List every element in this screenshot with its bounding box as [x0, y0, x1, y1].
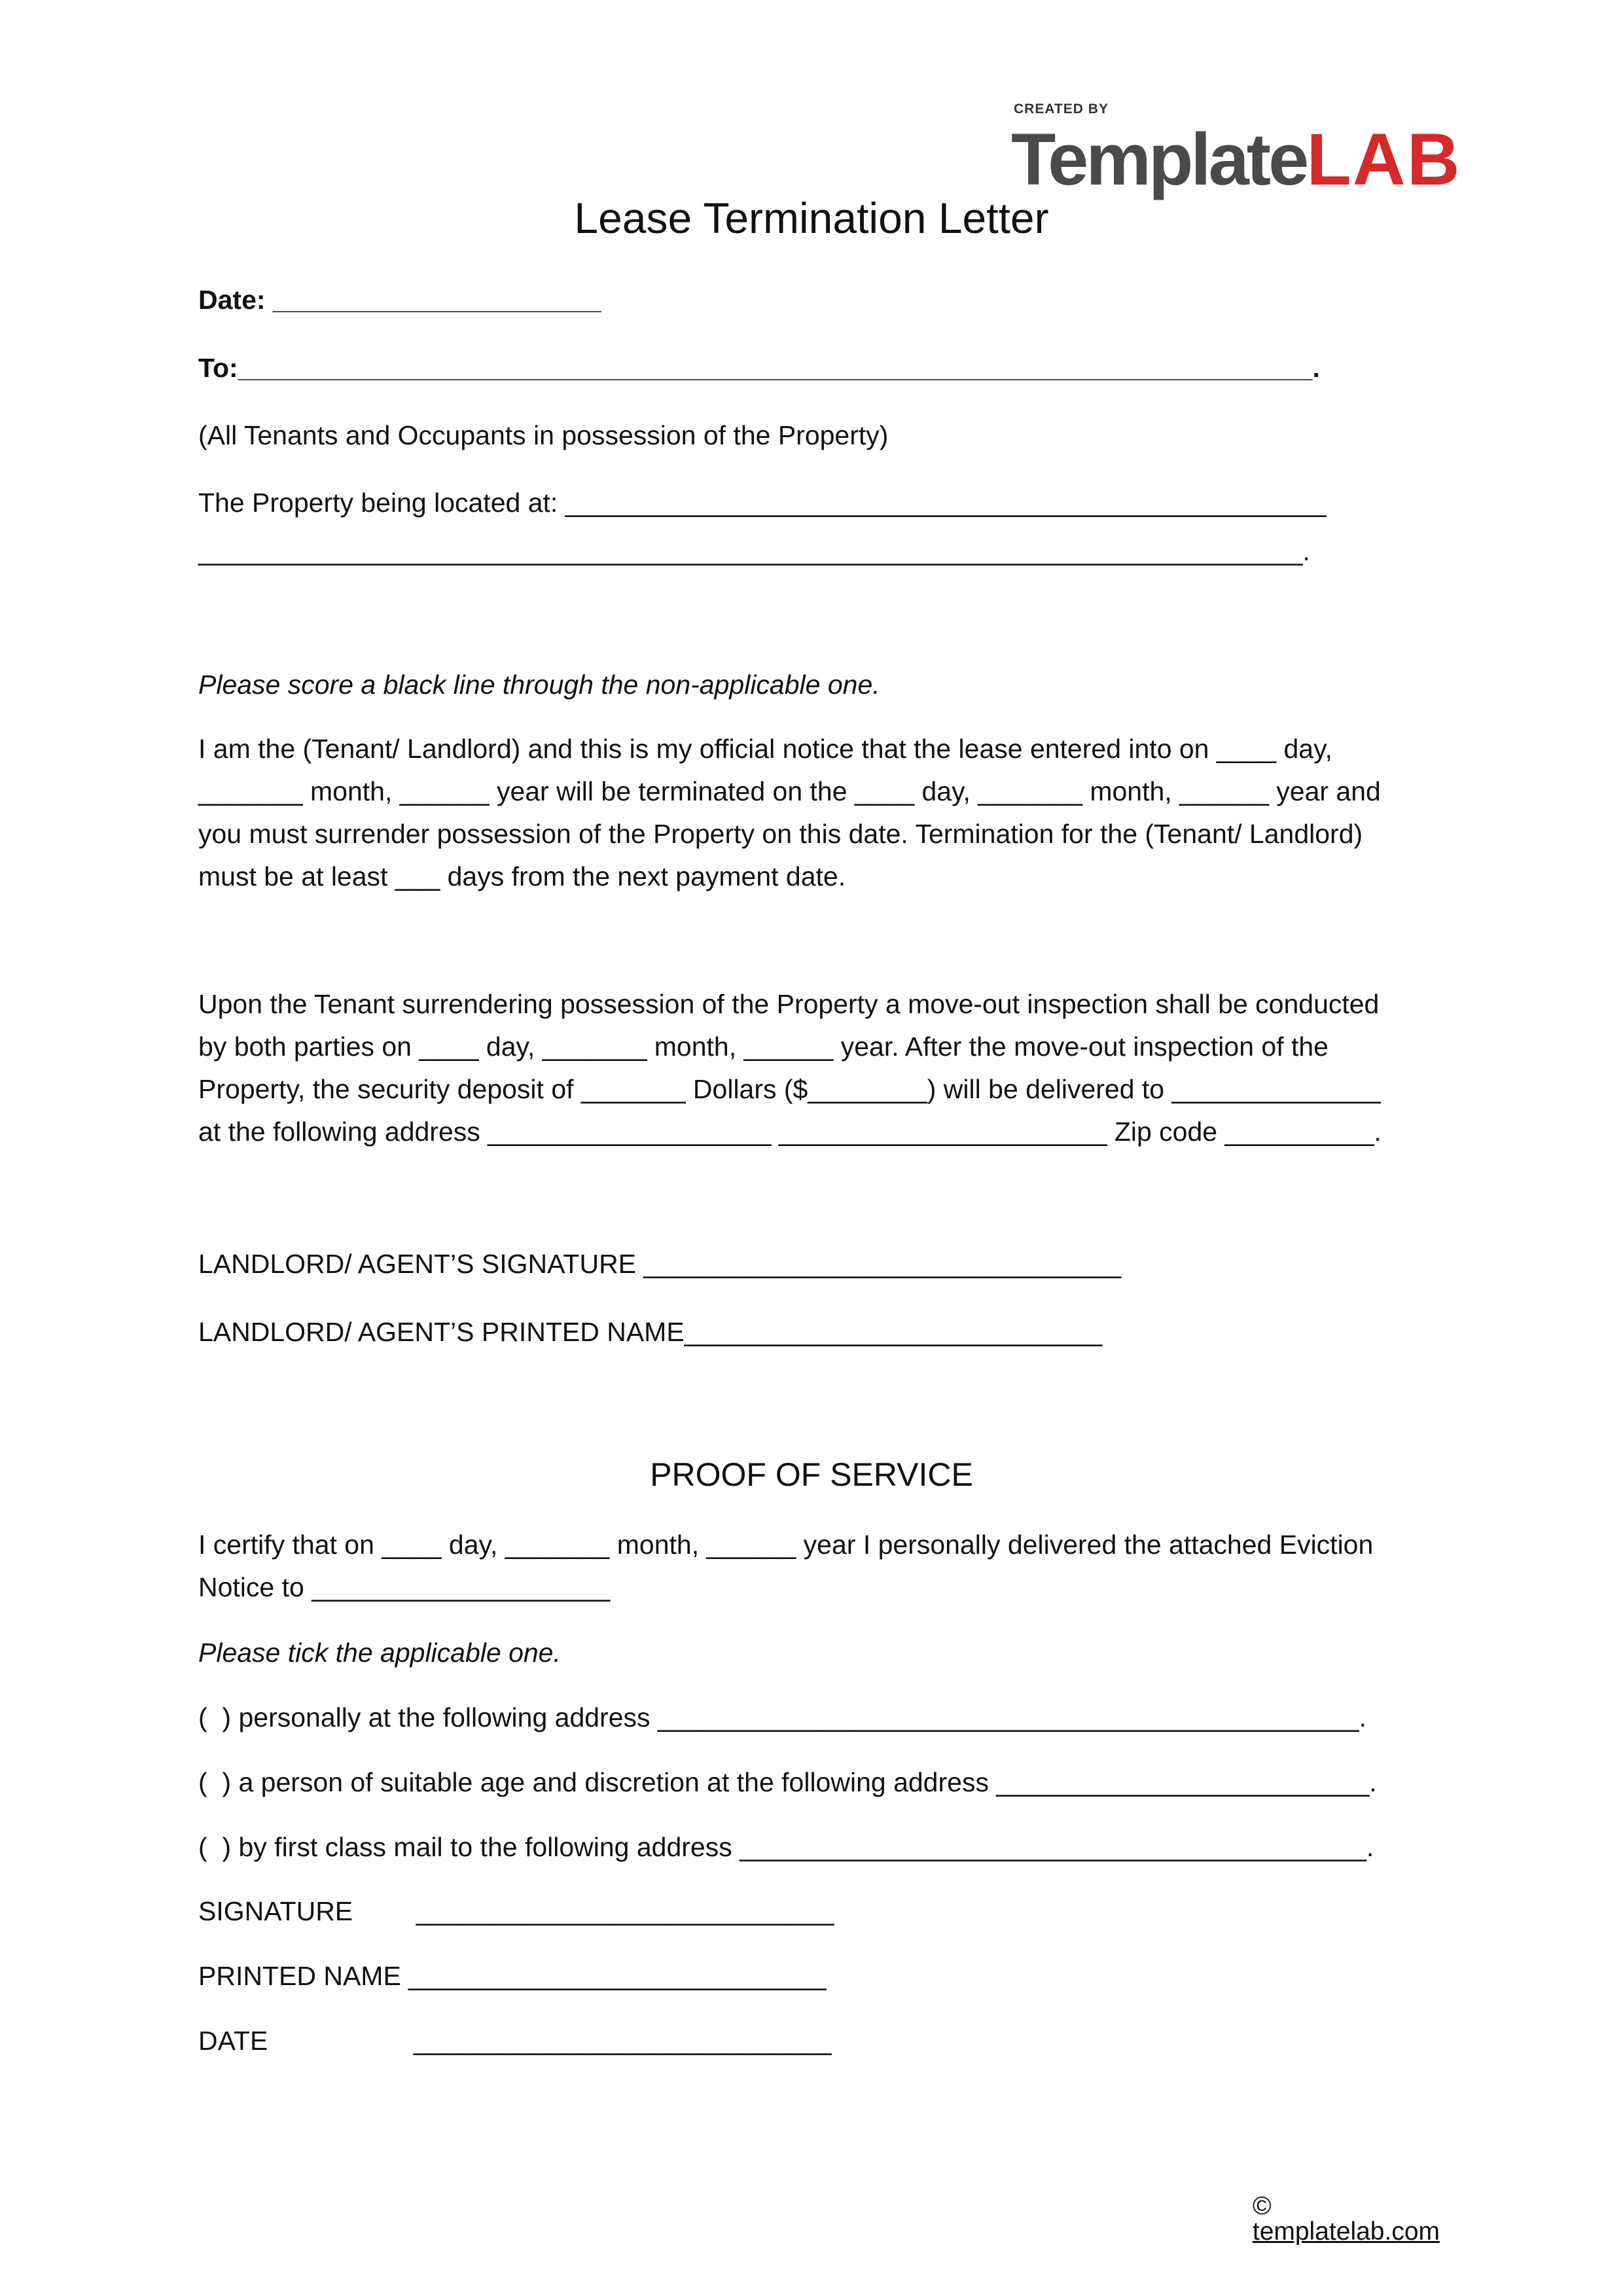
- to-line: To:________________________________________________________________________.: [198, 353, 1320, 383]
- notice-line: you must surrender possession of the Property on this date. Termination for the (Tenant/ Landlord): [198, 819, 1363, 849]
- score-instruction: Please score a black line through the non-applicable one.: [198, 670, 880, 700]
- tenants-note: (All Tenants and Occupants in possession of the Property): [198, 420, 889, 450]
- inspection-line: Upon the Tenant surrendering possession of the Property a move-out inspection shall be conducted: [198, 989, 1380, 1019]
- notice-line: must be at least ___ days from the next payment date.: [198, 861, 846, 891]
- notice-line: I am the (Tenant/ Landlord) and this is my official notice that the lease entered into on ____ day,: [198, 734, 1332, 764]
- date-line: Date: ______________________: [198, 285, 601, 315]
- templatelab-link[interactable]: templatelab.com: [1252, 2217, 1440, 2246]
- date-line-bottom: ____________________________: [414, 2026, 832, 2056]
- logo-template-text: Template: [1011, 118, 1307, 200]
- logo-wordmark: [1011, 117, 1461, 202]
- service-option-personally: ( ) personally at the following address _______________________________________________.: [198, 1702, 1367, 1732]
- signature-label: SIGNATURE: [198, 1896, 353, 1926]
- tick-instruction: Please tick the applicable one.: [198, 1638, 561, 1668]
- property-line-2: __________________________________________________________________________.: [198, 536, 1310, 566]
- footer: [1224, 2168, 1440, 2270]
- certify-line-1: I certify that on ____ day, _______ month, ______ year I personally delivered the attached Eviction: [198, 1530, 1374, 1560]
- service-option-mail: ( ) by first class mail to the following address __________________________________________.: [198, 1832, 1374, 1862]
- inspection-line: Property, the security deposit of _______ Dollars ($________) will be delivered to ______________: [198, 1074, 1381, 1104]
- printed-name-line: ____________________________: [408, 1961, 827, 1991]
- inspection-line: at the following address ___________________ ______________________ Zip code __________.: [198, 1117, 1382, 1147]
- logo-lab-text: LAB: [1306, 118, 1461, 200]
- notice-line: _______ month, ______ year will be terminated on the ____ day, _______ month, ______ year and: [198, 776, 1381, 806]
- signature-line: ____________________________: [416, 1896, 834, 1926]
- certify-line-2: Notice to ____________________: [198, 1572, 611, 1602]
- templatelab-logo: [1011, 101, 1461, 200]
- landlord-signature-line: LANDLORD/ AGENT’S SIGNATURE ________________________________: [198, 1249, 1122, 1279]
- service-option-suitable-person: ( ) a person of suitable age and discretion at the following address _________________________.: [198, 1767, 1377, 1797]
- copyright-symbol: ©: [1252, 2192, 1272, 2220]
- landlord-printed-name-line: LANDLORD/ AGENT’S PRINTED NAME____________________________: [198, 1317, 1103, 1347]
- date-label: DATE: [198, 2026, 268, 2056]
- inspection-line: by both parties on ____ day, _______ month, ______ year. After the move-out inspection of the: [198, 1031, 1329, 1062]
- proof-of-service-heading: PROOF OF SERVICE: [650, 1456, 973, 1493]
- page-title: Lease Termination Letter: [574, 194, 1049, 242]
- property-line-1: The Property being located at: ___________________________________________________: [198, 488, 1327, 518]
- printed-name-label: PRINTED NAME: [198, 1961, 401, 1991]
- logo-created-by: CREATED BY: [1014, 101, 1109, 117]
